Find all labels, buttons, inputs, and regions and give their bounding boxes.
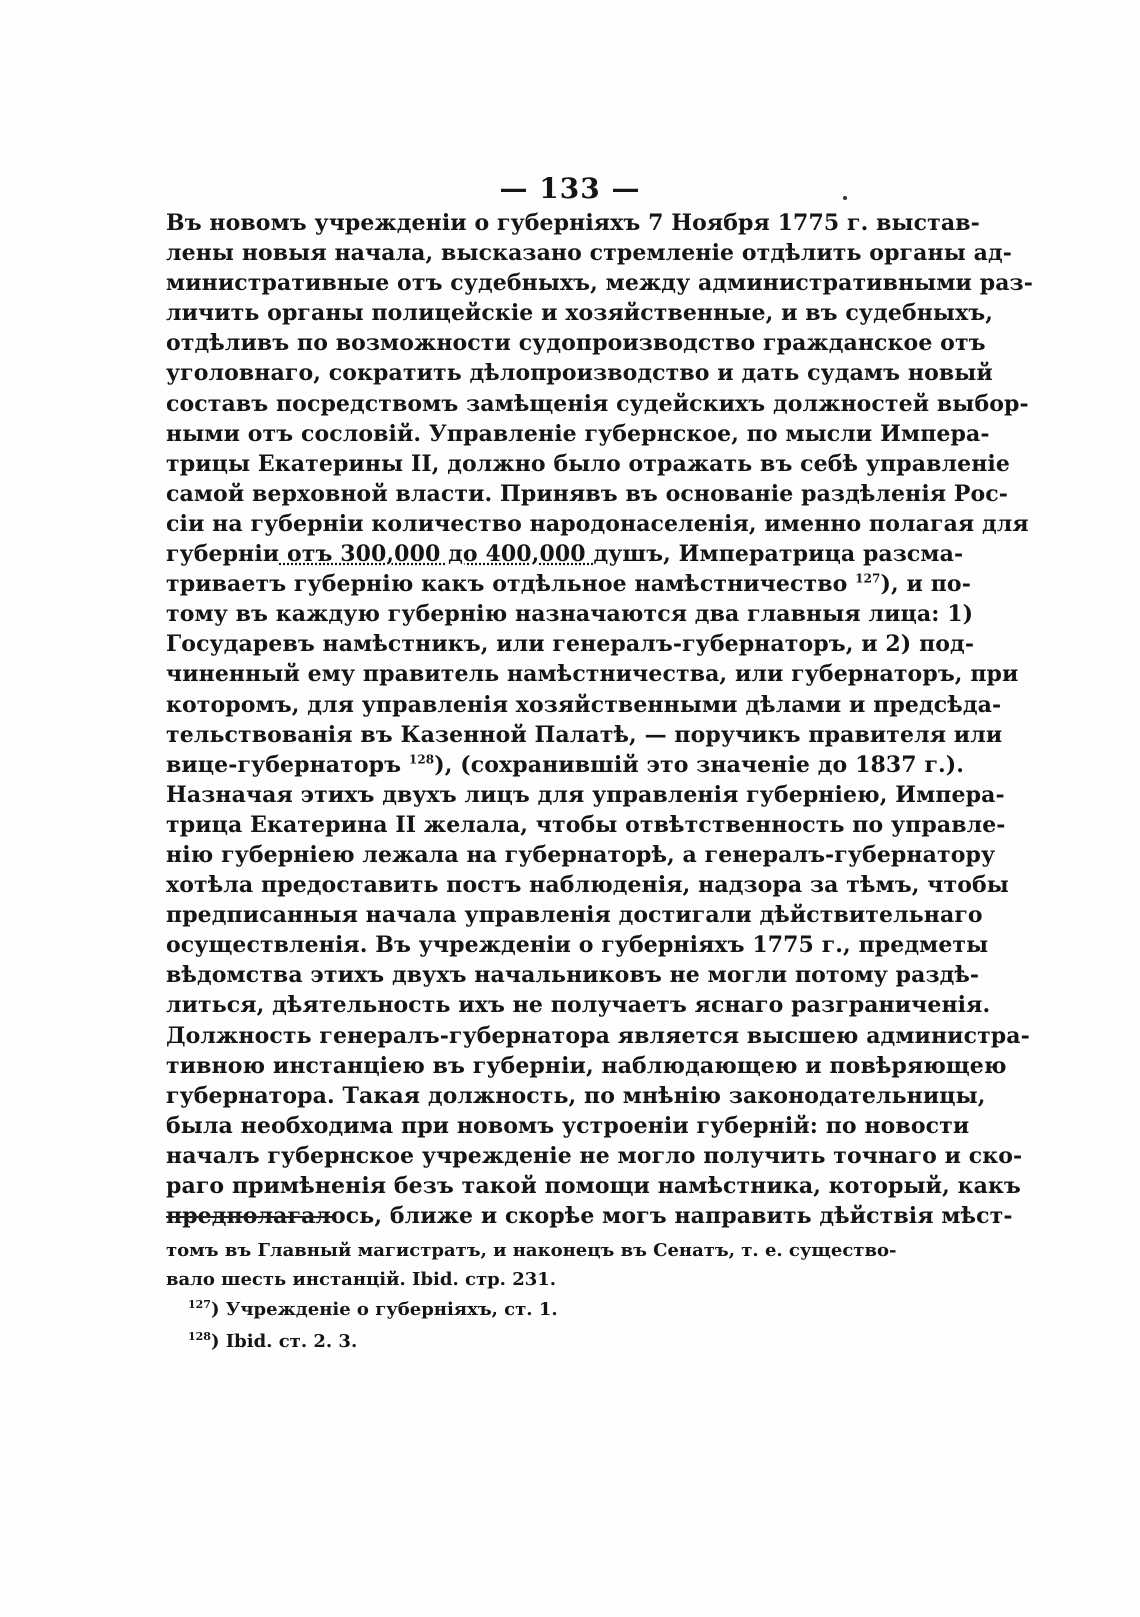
footnote-ref-127: 127 [855,571,881,586]
text-fragment: вице-губернаторъ [166,751,409,778]
underlined-population-range: отъ 300,000 до 400,000 [279,541,594,568]
text-line: Должность генералъ-губернатора является высшею администра- [166,1022,1030,1049]
text-line: Въ новомъ учрежденіи о губерніяхъ 7 Ноября 1775 г. выстав- [166,210,980,236]
text-line: тому въ каждую губернію назначаются два главныя лица: 1) [166,601,974,628]
page-number: — 133 — [499,172,641,205]
text-line: была необходима при новомъ устроеніи губерній: по новости [166,1112,970,1139]
text-fragment: триваетъ губернію какъ отдѣльное намѣстничество [166,571,856,598]
text-fragment: губерніи [166,541,280,568]
footnote-127 [166,1294,894,1326]
footnote-ref-128: 128 [408,752,435,767]
footnote-128 [166,1326,894,1358]
text-line [166,539,964,569]
text-line: Государевъ намѣстникъ, или генералъ-губернаторъ, и 2) под- [166,631,975,658]
text-line: лены новыя начала, высказано стремленіе отдѣлить органы ад- [166,240,1012,267]
footnote-continuation-line: вало шесть инстанцій. Ibid. стр. 231. [166,1269,557,1290]
footnote-divider [166,1216,336,1218]
text-line: ными отъ сословій. Управленіе губернское, по мысли Импера- [166,420,990,447]
text-line: вѣдомства этихъ двухъ начальниковъ не могли потому раздѣ- [166,962,980,989]
text-line [166,750,965,780]
text-line: губернатора. Такая должность, по мнѣнію законодательницы, [166,1082,986,1109]
text-line: трица Екатерина II желала, чтобы отвѣтственность по управле- [166,811,1006,838]
footnote-continuation-line: томъ въ Главный магистратъ, и наконецъ въ Сенатъ, т. е. существо- [166,1240,897,1261]
text-line: отдѣливъ по возможности судопроизводство гражданское отъ [166,330,986,357]
text-line: началъ губернское учрежденіе не могло получить точнаго и ско- [166,1142,1023,1169]
text-line: литься, дѣятельность ихъ не получаетъ яснаго разграниченія. [166,992,991,1019]
text-line: сіи на губерніи количество народонаселенія, именно полагая для [166,510,1029,537]
text-line: раго примѣненія безъ такой помощи намѣстника, который, какъ [166,1173,1021,1199]
text-fragment: душъ, Императрица разсма- [593,541,964,568]
footnotes [166,1236,897,1358]
text-line [166,569,971,599]
print-speck [843,196,847,200]
text-line: осуществленія. Въ учрежденіи о губерніяхъ 1775 г., предметы [166,932,989,959]
footnote-text: ) Учрежденіе о губерніяхъ, ст. 1. [210,1299,558,1320]
text-line: самой верховной власти. Принявъ въ основаніе раздѣленія Рос- [166,480,1009,507]
text-line: министративные отъ судебныхъ, между административными раз- [166,270,1033,297]
text-line: личить органы полицейскіе и хозяйственные, и въ судебныхъ, [166,300,994,327]
text-line: тельствованія въ Казенной Палатѣ, — поручикъ правителя или [166,721,1003,748]
footnote-number: 127 [188,1298,211,1311]
body-text [166,208,1033,1231]
text-line: предполагалось, ближе и скорѣе могъ направить дѣйствія мѣст- [166,1203,1013,1230]
footnote-text: ) Ibid. ст. 2. 3. [210,1331,358,1352]
text-line: нію губерніею лежала на губернаторѣ, а генералъ-губернатору [166,841,996,868]
text-line: чиненный ему правитель намѣстничества, или губернаторъ, при [166,661,1019,688]
text-line: тивною инстанціею въ губерніи, наблюдающею и повѣряющею [166,1052,1007,1079]
text-line: хотѣла предоставить постъ наблюденія, надзора за тѣмъ, чтобы [166,872,1009,899]
text-fragment: ), (сохранившій это значеніе до 1837 г.). [434,751,965,778]
text-line: уголовнаго, сократить дѣлопроизводство и дать судамъ новый [166,360,993,387]
text-line: которомъ, для управленія хозяйственными дѣлами и предсѣда- [166,691,1002,718]
text-line: составъ посредствомъ замѣщенія судейскихъ должностей выбор- [166,390,1029,417]
text-line: трицы Екатерины II, должно было отражать въ себѣ управленіе [166,450,1010,477]
text-fragment: ), и по- [880,571,971,598]
text-line: Назначая этихъ двухъ лицъ для управленія губерніею, Импера- [166,781,1005,808]
footnote-number: 128 [188,1330,211,1343]
text-line: предписанныя начала управленія достигали дѣйствительнаго [166,902,983,929]
